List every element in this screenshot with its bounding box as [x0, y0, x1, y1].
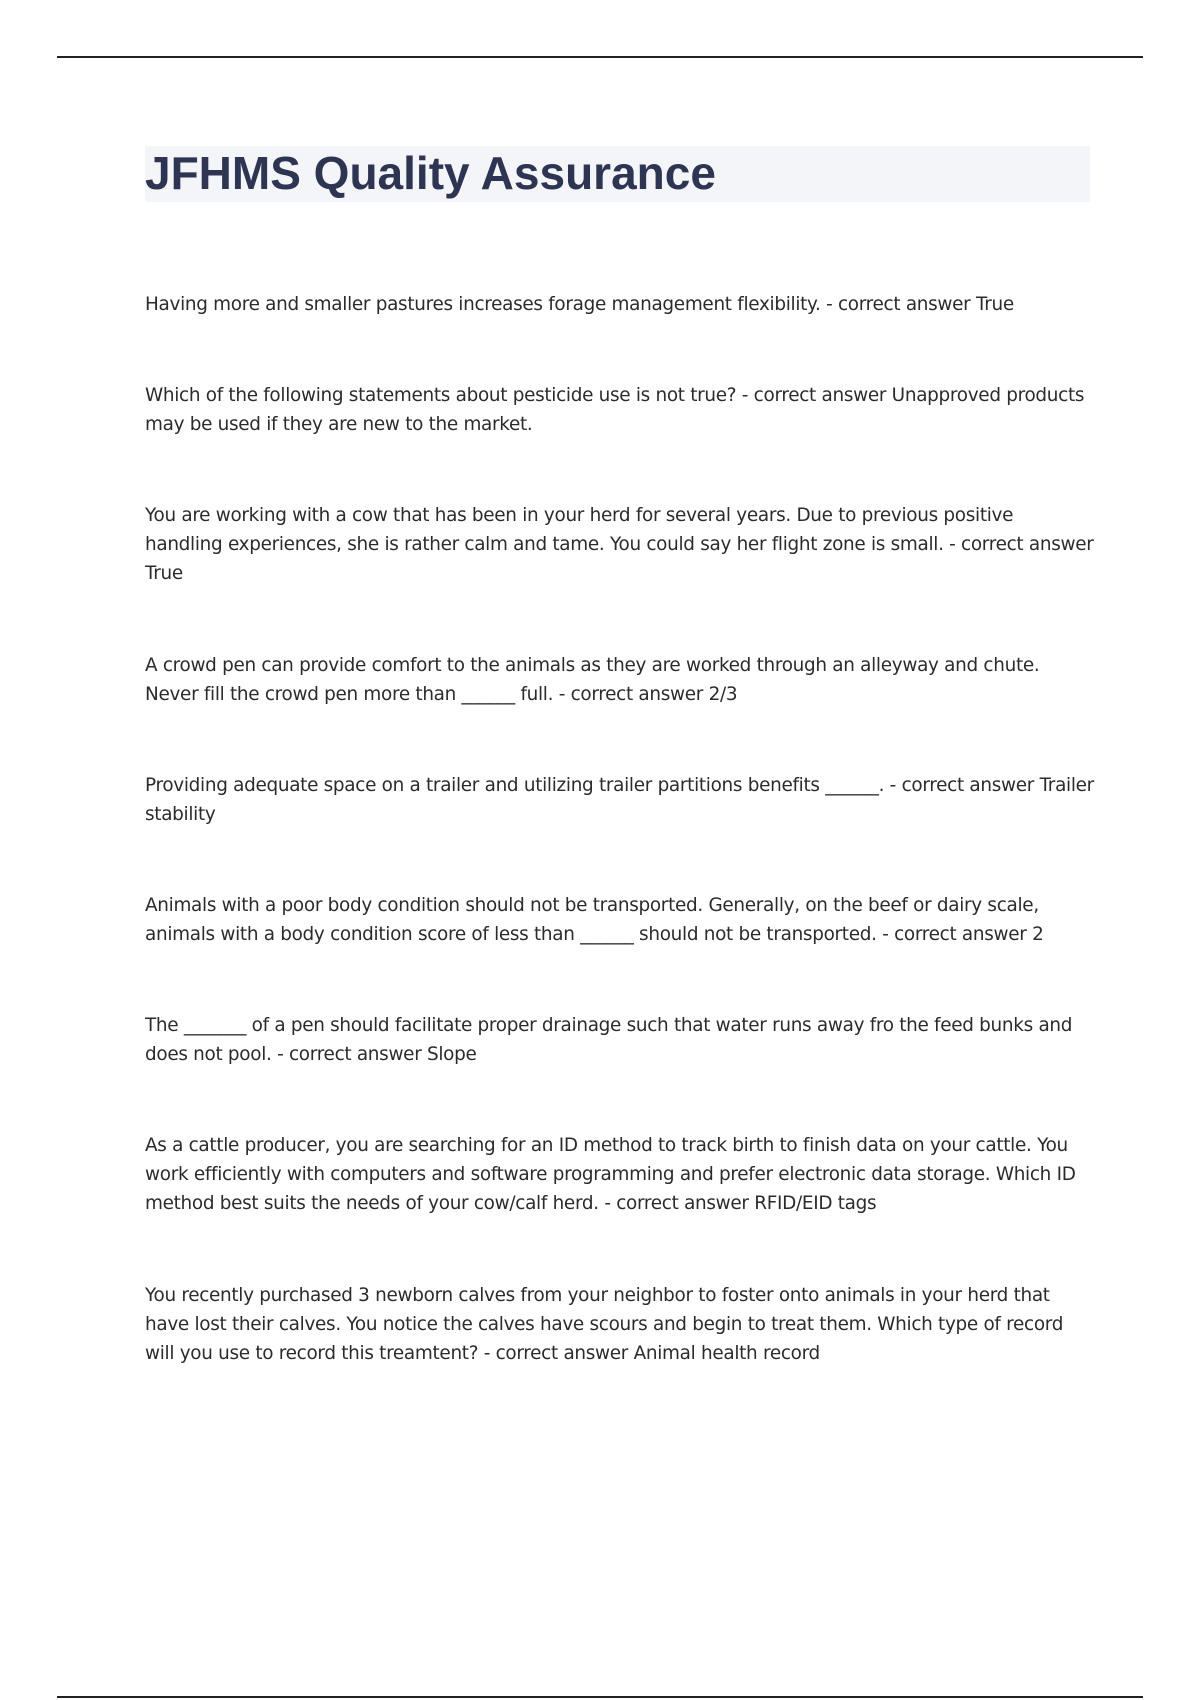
- footer-rule: [57, 1696, 1143, 1698]
- qa-item-6: Animals with a poor body condition should not be transported. Generally, on the beef or dairy scale, animals with a body condition score of less than ______ should not be transported. - correct answer 2: [145, 895, 1044, 945]
- document-title: JFHMS Quality Assurance: [145, 147, 716, 199]
- qa-item-9: You recently purchased 3 newborn calves from your neighbor to foster onto animals in your herd that have lost their calves. You notice the calves have scours and begin to treat them. Which type of record will you use to record this treamtent? - correct answer Animal health record: [145, 1285, 1064, 1364]
- header-rule: [57, 56, 1143, 58]
- qa-item-8: As a cattle producer, you are searching for an ID method to track birth to finish data on your cattle. You work efficiently with computers and software programming and prefer electronic data storage. Which ID method best suits the needs of your cow/calf herd. - correct answer RFID/EID tags: [145, 1135, 1076, 1214]
- qa-item-3: You are working with a cow that has been in your herd for several years. Due to previous positive handling experiences, she is rather calm and tame. You could say her flight zone is small. - correct answer True: [145, 505, 1094, 584]
- qa-item-2: Which of the following statements about pesticide use is not true? - correct answer Unapproved products may be used if they are new to the market.: [145, 385, 1085, 435]
- qa-item-5: Providing adequate space on a trailer and utilizing trailer partitions benefits ______. - correct answer Trailer stability: [145, 775, 1094, 825]
- qa-item-4: A crowd pen can provide comfort to the animals as they are worked through an alleyway and chute. Never fill the crowd pen more than ______ full. - correct answer 2/3: [145, 655, 1040, 705]
- qa-item-7: The _______ of a pen should facilitate proper drainage such that water runs away fro the feed bunks and does not pool. - correct answer Slope: [145, 1015, 1073, 1065]
- qa-item-1: Having more and smaller pastures increases forage management flexibility. - correct answer True: [145, 294, 1014, 315]
